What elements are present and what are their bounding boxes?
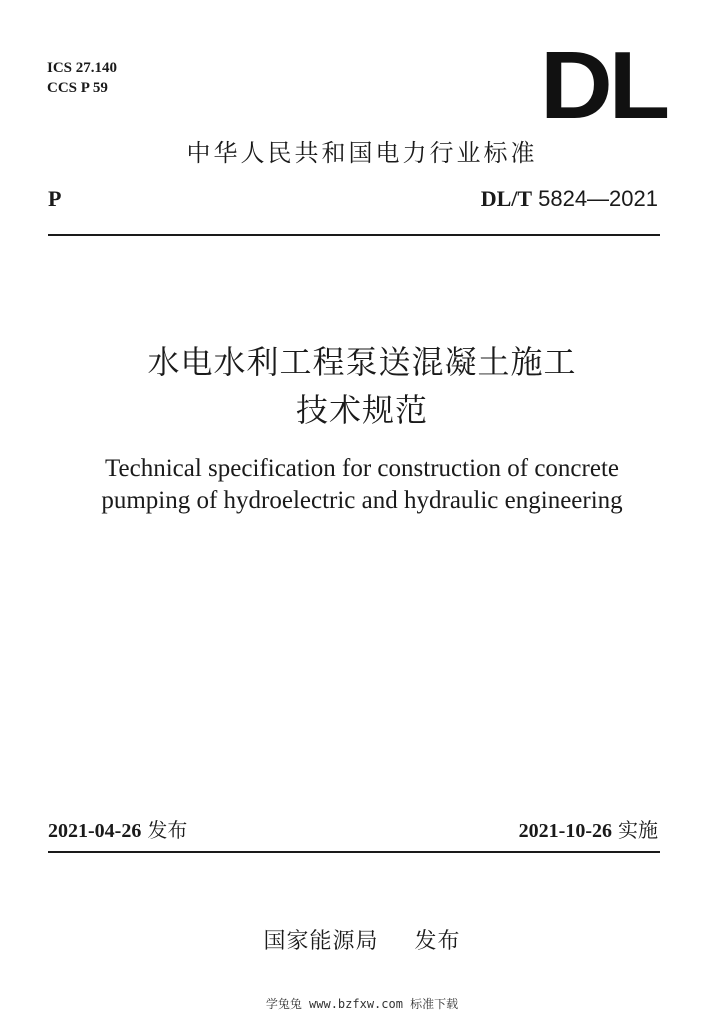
- issue-label: 发布: [147, 818, 188, 842]
- dl-logo: DL: [540, 32, 666, 139]
- english-title-line-1: Technical specification for construction of concrete: [105, 455, 619, 482]
- industry-standard-title: 中华人民共和国电力行业标准: [186, 139, 538, 167]
- implement-date-block: [519, 814, 658, 843]
- chinese-title-line-2: 技术规范: [295, 391, 428, 429]
- issue-date: 2021-04-26: [48, 820, 142, 842]
- classification-codes: [47, 58, 117, 98]
- standard-code: [481, 186, 658, 212]
- implement-label: 实施: [618, 818, 658, 842]
- top-divider: [48, 234, 660, 236]
- category-letter: P: [48, 186, 62, 211]
- ccs-code: CCS P 59: [47, 80, 108, 96]
- bottom-divider: [48, 851, 660, 853]
- standard-code-prefix: DL/T: [480, 186, 533, 211]
- english-title: [0, 453, 724, 517]
- publisher-line: [0, 924, 724, 955]
- english-title-line-2: pumping of hydroelectric and hydraulic engineering: [101, 487, 623, 514]
- publisher-name: 国家能源局: [263, 929, 379, 954]
- chinese-title: [0, 338, 724, 434]
- footer-watermark: 学兔兔 www.bzfxw.com 标准下载: [265, 997, 459, 1011]
- issue-date-block: [48, 814, 187, 843]
- chinese-title-line-1: 水电水利工程泵送混凝土施工: [147, 343, 577, 381]
- ics-code: ICS 27.140: [47, 60, 118, 76]
- implement-date: 2021-10-26: [518, 820, 612, 842]
- publisher-label: 发布: [414, 929, 461, 954]
- standard-code-number: 5824—2021: [538, 186, 658, 211]
